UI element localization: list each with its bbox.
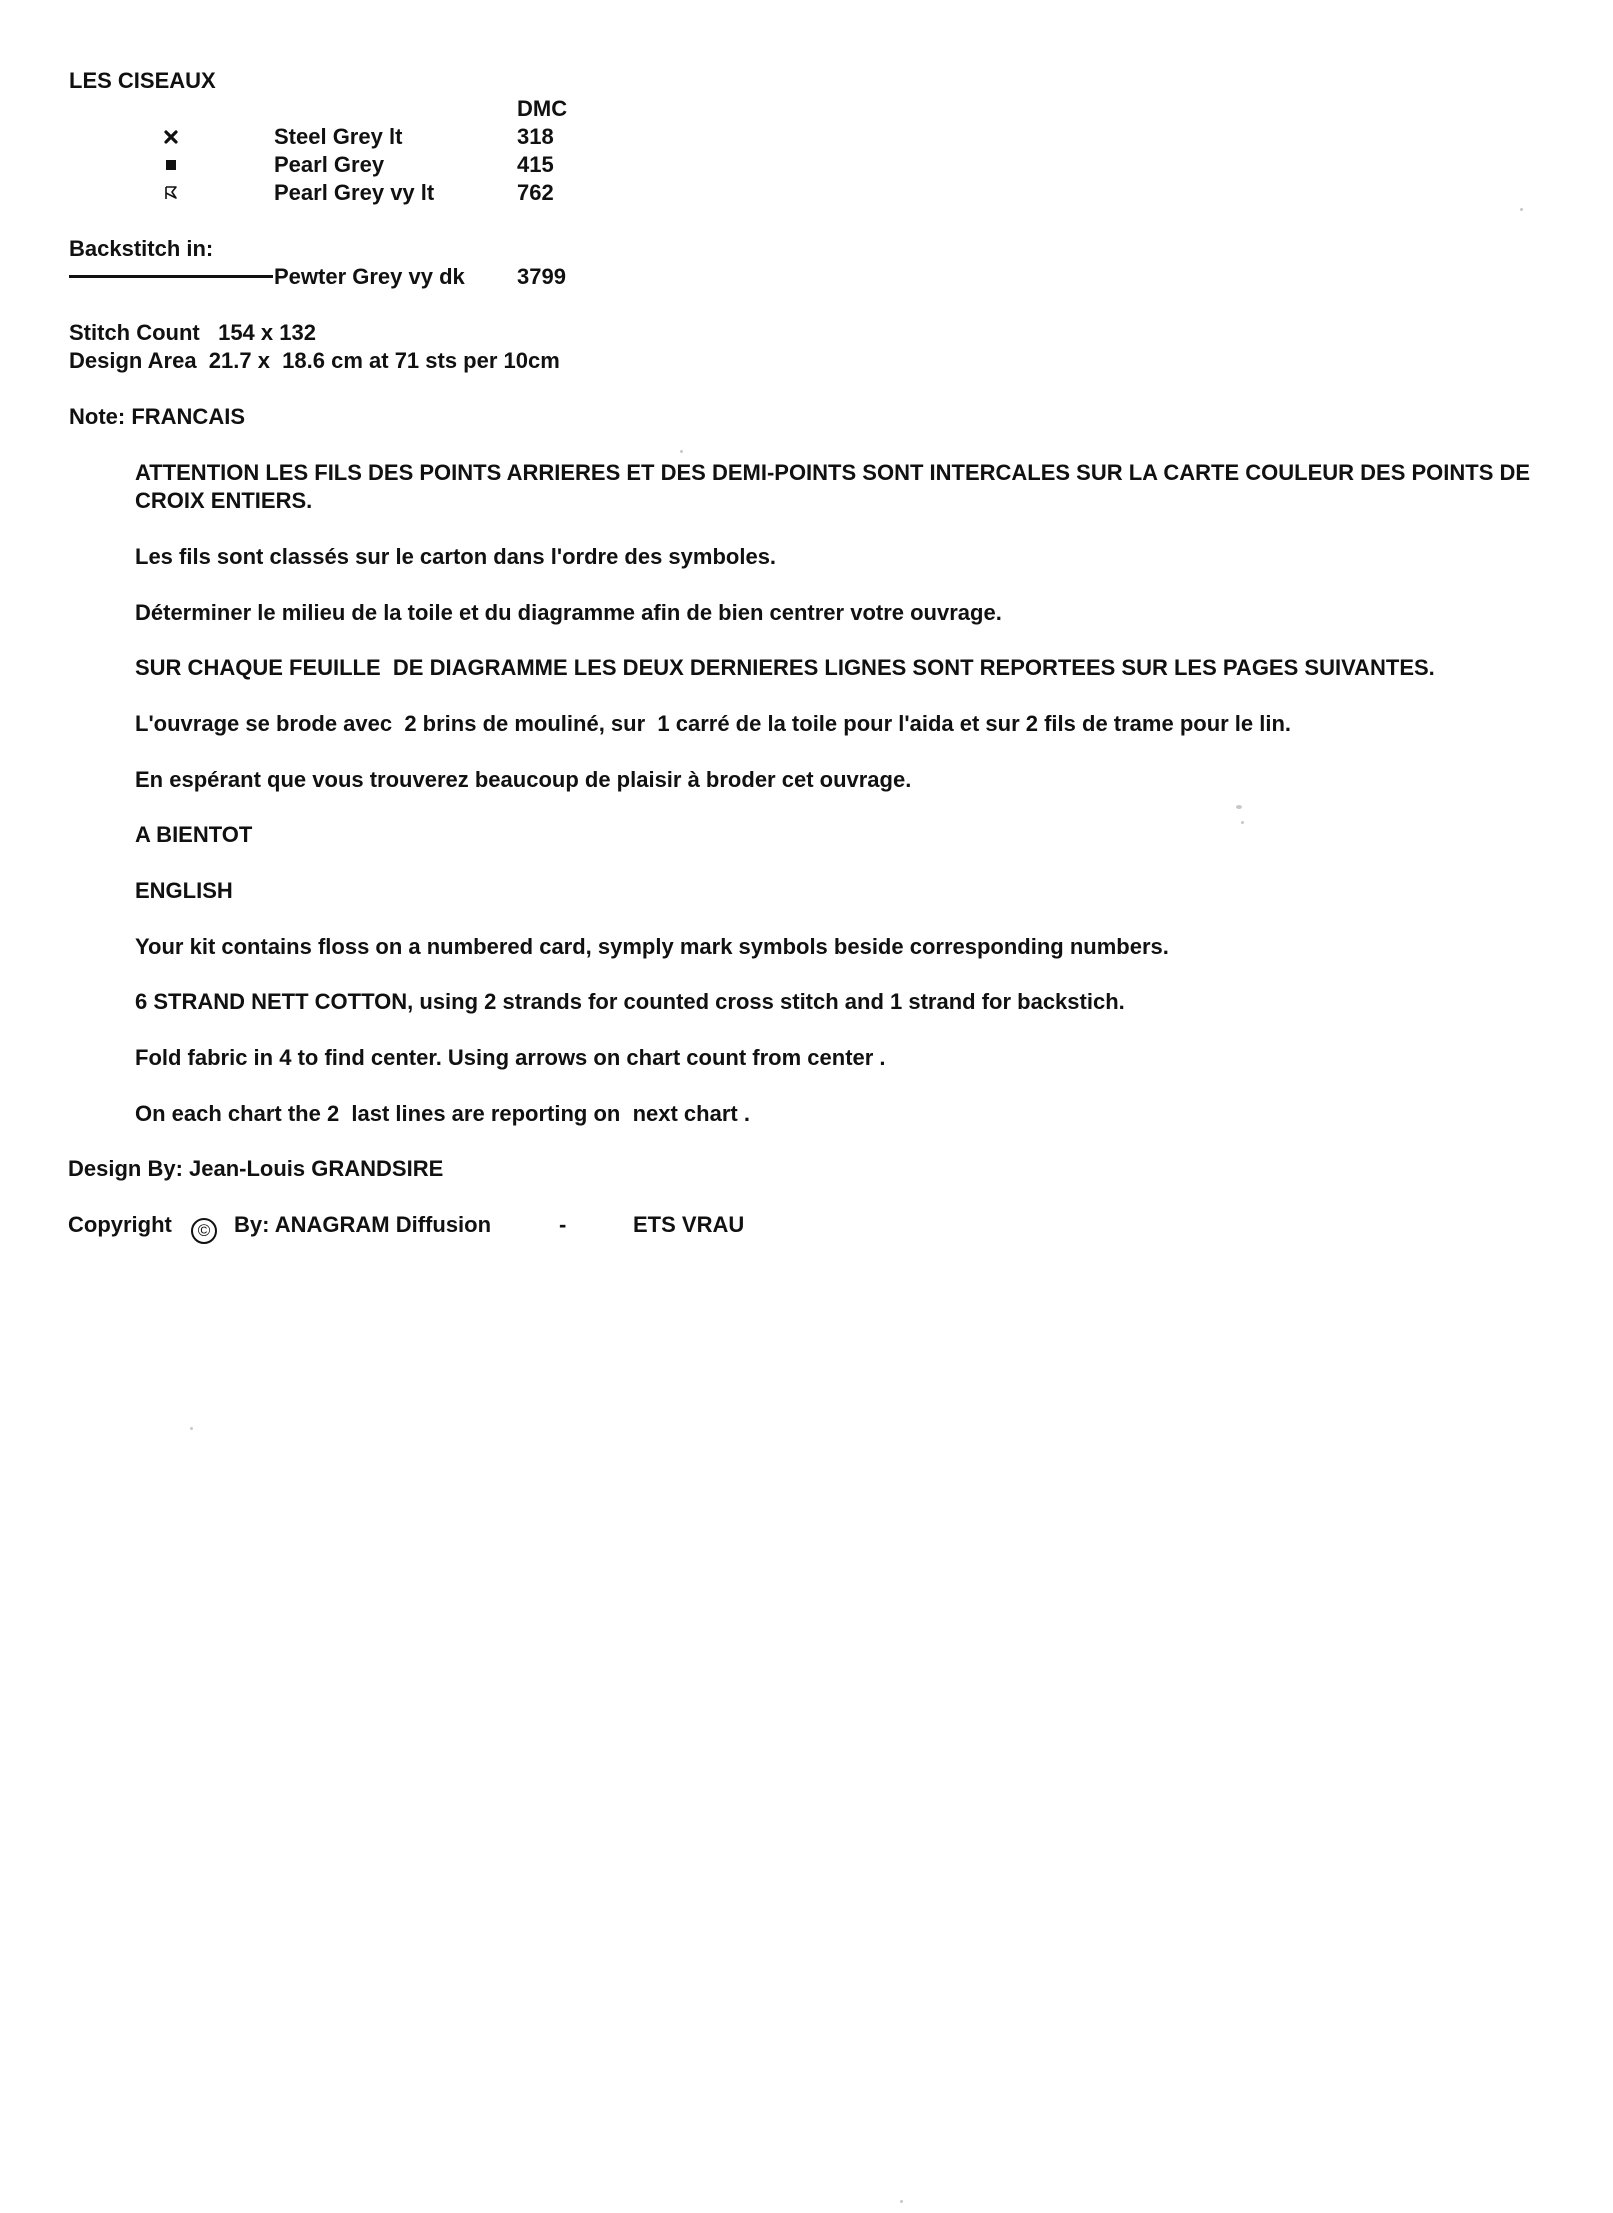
paragraph-chart-pages-fr: SUR CHAQUE FEUILLE DE DIAGRAMME LES DEUX DERNIERES LIGNES SONT REPORTEES SUR LES PAGES SUIVANTES. bbox=[135, 655, 1435, 680]
paragraph-fold-fabric: Fold fabric in 4 to find center. Using arrows on chart count from center . bbox=[135, 1045, 886, 1070]
design-by: Design By: Jean-Louis GRANDSIRE bbox=[68, 1156, 444, 1181]
scan-speck bbox=[190, 1427, 193, 1430]
paragraph-chart-lines-en: On each chart the 2 last lines are reporting on next chart . bbox=[135, 1101, 750, 1126]
filled-square-icon bbox=[161, 151, 181, 179]
legend-name-318: Steel Grey lt bbox=[274, 124, 403, 149]
scan-speck bbox=[1241, 821, 1244, 824]
paragraph-center-fr: Déterminer le milieu de la toile et du diagramme afin de bien centrer votre ouvrage. bbox=[135, 600, 1002, 625]
copyright-symbol bbox=[191, 1211, 217, 1244]
scan-speck bbox=[900, 2200, 903, 2203]
copyright-company: ETS VRAU bbox=[633, 1212, 745, 1237]
paragraph-attention: ATTENTION LES FILS DES POINTS ARRIERES ET DES DEMI-POINTS SONT INTERCALES SUR LA CARTE COULEUR DES POINTS DE CROIX ENTIERS. bbox=[135, 460, 1531, 513]
english-heading: ENGLISH bbox=[135, 878, 233, 903]
paragraph-a-bientot: A BIENTOT bbox=[135, 822, 253, 847]
legend-code-318: 318 bbox=[517, 124, 554, 149]
dmc-column-header: DMC bbox=[517, 96, 568, 121]
paragraph-wish-fr: En espérant que vous trouverez beaucoup de plaisir à broder cet ouvrage. bbox=[135, 767, 912, 792]
backstitch-heading: Backstitch in: bbox=[69, 236, 214, 261]
stitch-count: Stitch Count 154 x 132 bbox=[69, 320, 316, 345]
x-mark-icon bbox=[161, 123, 181, 151]
copyright-dash: - bbox=[559, 1212, 567, 1237]
paragraph-strand-cotton: 6 STRAND NETT COTTON, using 2 strands for counted cross stitch and 1 strand for backstich. bbox=[135, 989, 1125, 1014]
legend-code-415: 415 bbox=[517, 152, 554, 177]
scan-speck bbox=[680, 450, 683, 453]
half-flag-icon bbox=[161, 179, 181, 207]
paragraph-strands-fr: L'ouvrage se brode avec 2 brins de mouliné, sur 1 carré de la toile pour l'aida et sur 2 fils de trame pour le lin. bbox=[135, 711, 1292, 736]
backstitch-name: Pewter Grey vy dk bbox=[274, 264, 465, 289]
page-title: LES CISEAUX bbox=[69, 68, 216, 93]
scan-speck bbox=[1520, 208, 1523, 211]
note-heading: Note: FRANCAIS bbox=[69, 404, 245, 429]
copyright-icon: © bbox=[191, 1218, 217, 1244]
scan-speck bbox=[1236, 805, 1242, 809]
legend-code-762: 762 bbox=[517, 180, 554, 205]
backstitch-code: 3799 bbox=[517, 264, 566, 289]
legend-name-415: Pearl Grey bbox=[274, 152, 385, 177]
design-area: Design Area 21.7 x 18.6 cm at 71 sts per 10cm bbox=[69, 348, 560, 373]
copyright-label: Copyright bbox=[68, 1212, 172, 1237]
backstitch-line-sample bbox=[69, 275, 273, 278]
copyright-by: By: ANAGRAM Diffusion bbox=[234, 1212, 492, 1237]
paragraph-threads-order: Les fils sont classés sur le carton dans l'ordre des symboles. bbox=[135, 544, 777, 569]
legend-name-762: Pearl Grey vy lt bbox=[274, 180, 435, 205]
paragraph-kit-floss: Your kit contains floss on a numbered card, symply mark symbols beside corresponding numbers. bbox=[135, 934, 1169, 959]
